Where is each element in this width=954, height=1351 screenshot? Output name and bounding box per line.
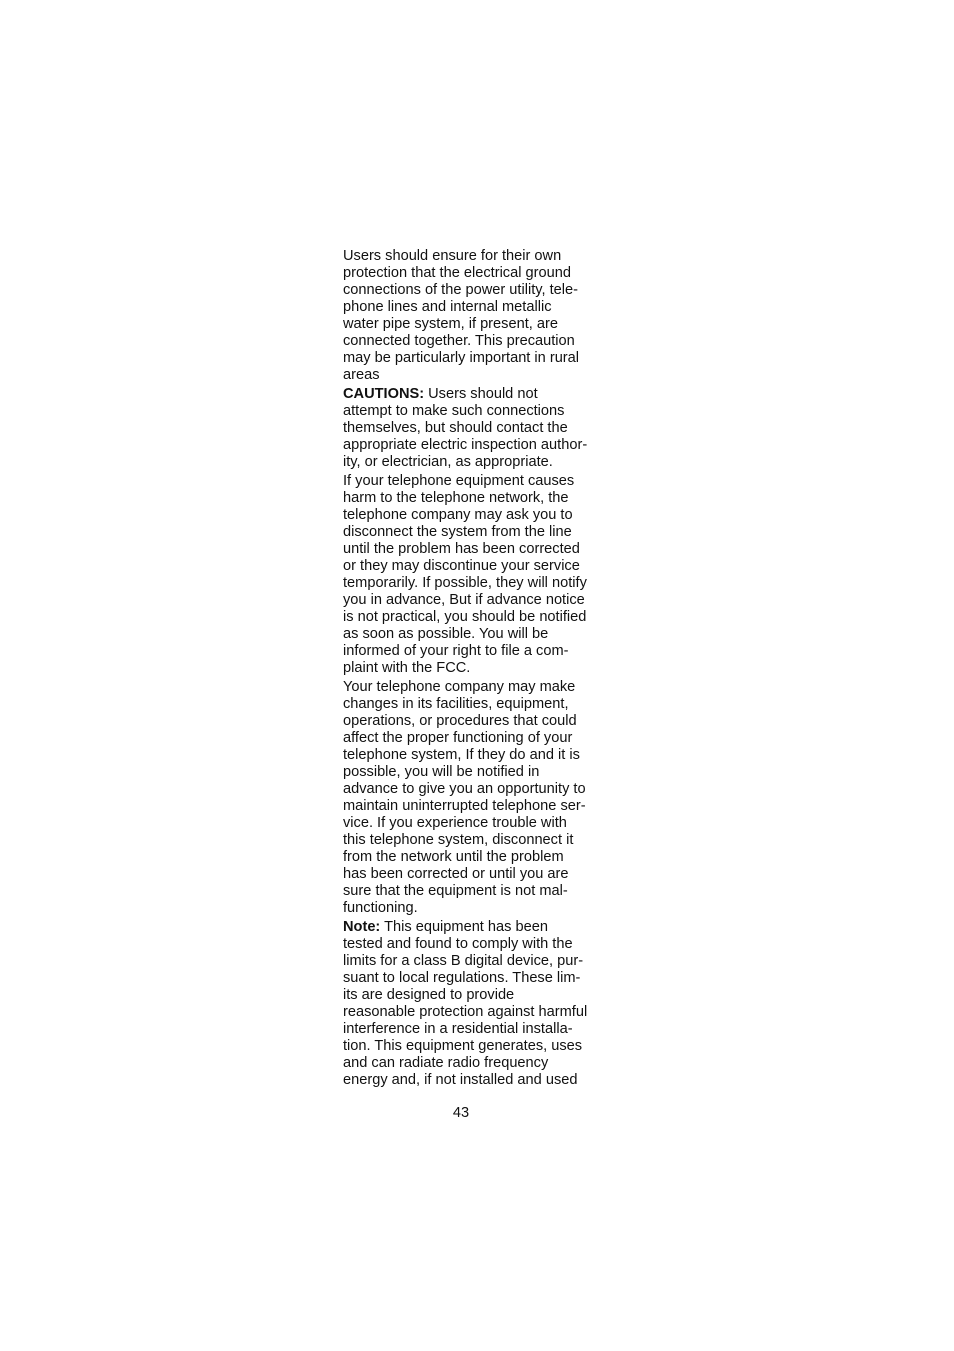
text-line: functioning. bbox=[343, 899, 418, 916]
paragraph-network-harm bbox=[343, 473, 615, 676]
text-line: is not practical, you should be notified bbox=[343, 609, 587, 626]
text-line: areas bbox=[343, 366, 380, 383]
text-line: protection that the electrical ground bbox=[343, 264, 571, 281]
text-line: you in advance, But if advance notice bbox=[343, 592, 585, 609]
text-line: themselves, but should contact the bbox=[343, 420, 568, 437]
text-line: advance to give you an opportunity to bbox=[343, 781, 586, 798]
text-line: appropriate electric inspection author- bbox=[343, 436, 588, 453]
text-line: telephone system, If they do and it is bbox=[343, 747, 580, 764]
text-line: ity, or electrician, as appropriate. bbox=[343, 453, 553, 470]
text-line: vice. If you experience trouble with bbox=[343, 814, 567, 831]
text-line: sure that the equipment is not mal- bbox=[343, 882, 568, 899]
text-line: connected together. This precaution bbox=[343, 332, 575, 349]
text-line: interference in a residential installa- bbox=[343, 1020, 573, 1037]
text-line: as soon as possible. You will be bbox=[343, 625, 549, 642]
text-line: telephone company may ask you to bbox=[343, 507, 573, 524]
text-line: plaint with the FCC. bbox=[343, 659, 471, 676]
paragraph-company-changes bbox=[343, 679, 615, 916]
text-fragment: Users should not bbox=[424, 386, 538, 403]
text-line: until the problem has been corrected bbox=[343, 541, 580, 558]
text-line: harm to the telephone network, the bbox=[343, 490, 569, 507]
note-label: Note: bbox=[343, 919, 381, 936]
text-line bbox=[343, 386, 615, 403]
paragraph-note bbox=[343, 919, 615, 1089]
text-line: this telephone system, disconnect it bbox=[343, 831, 574, 848]
text-line: maintain uninterrupted telephone ser- bbox=[343, 798, 586, 814]
text-line: Your telephone company may make bbox=[343, 679, 576, 696]
text-line: connections of the power utility, tele- bbox=[343, 281, 578, 298]
text-line: reasonable protection against harmful bbox=[343, 1003, 588, 1020]
text-line: tested and found to comply with the bbox=[343, 936, 573, 953]
text-line: operations, or procedures that could bbox=[343, 713, 577, 730]
page-number: 43 bbox=[452, 1105, 470, 1121]
text-line: suant to local regulations. These lim- bbox=[343, 970, 581, 987]
text-line: possible, you will be notified in bbox=[343, 764, 540, 781]
text-line: and can radiate radio frequency bbox=[343, 1054, 549, 1071]
text-fragment: This equipment has been bbox=[380, 919, 548, 936]
text-line: tion. This equipment generates, uses bbox=[343, 1037, 583, 1054]
text-line: attempt to make such connections bbox=[343, 403, 565, 420]
text-line: If your telephone equipment causes bbox=[343, 473, 575, 490]
text-line: changes in its facilities, equipment, bbox=[343, 696, 569, 713]
text-column bbox=[343, 248, 615, 1091]
text-line: temporarily. If possible, they will notify bbox=[343, 575, 587, 592]
text-line: disconnect the system from the line bbox=[343, 524, 572, 541]
text-line: from the network until the problem bbox=[343, 848, 564, 865]
paragraph-cautions bbox=[343, 386, 615, 471]
paragraph-grounding bbox=[343, 248, 615, 384]
cautions-label: CAUTIONS: bbox=[343, 386, 425, 403]
text-line: phone lines and internal metallic bbox=[343, 298, 552, 315]
text-line: Users should ensure for their own bbox=[343, 248, 562, 264]
text-line: water pipe system, if present, are bbox=[343, 315, 558, 332]
text-line bbox=[343, 919, 615, 936]
text-line: limits for a class B digital device, pur- bbox=[343, 953, 584, 970]
text-line: its are designed to provide bbox=[343, 986, 515, 1003]
text-line: affect the proper functioning of your bbox=[343, 730, 573, 747]
text-line: or they may discontinue your service bbox=[343, 558, 580, 575]
text-line: energy and, if not installed and used bbox=[343, 1071, 578, 1088]
text-line: has been corrected or until you are bbox=[343, 865, 569, 882]
text-line: may be particularly important in rural bbox=[343, 349, 580, 366]
text-line: informed of your right to file a com- bbox=[343, 642, 569, 659]
